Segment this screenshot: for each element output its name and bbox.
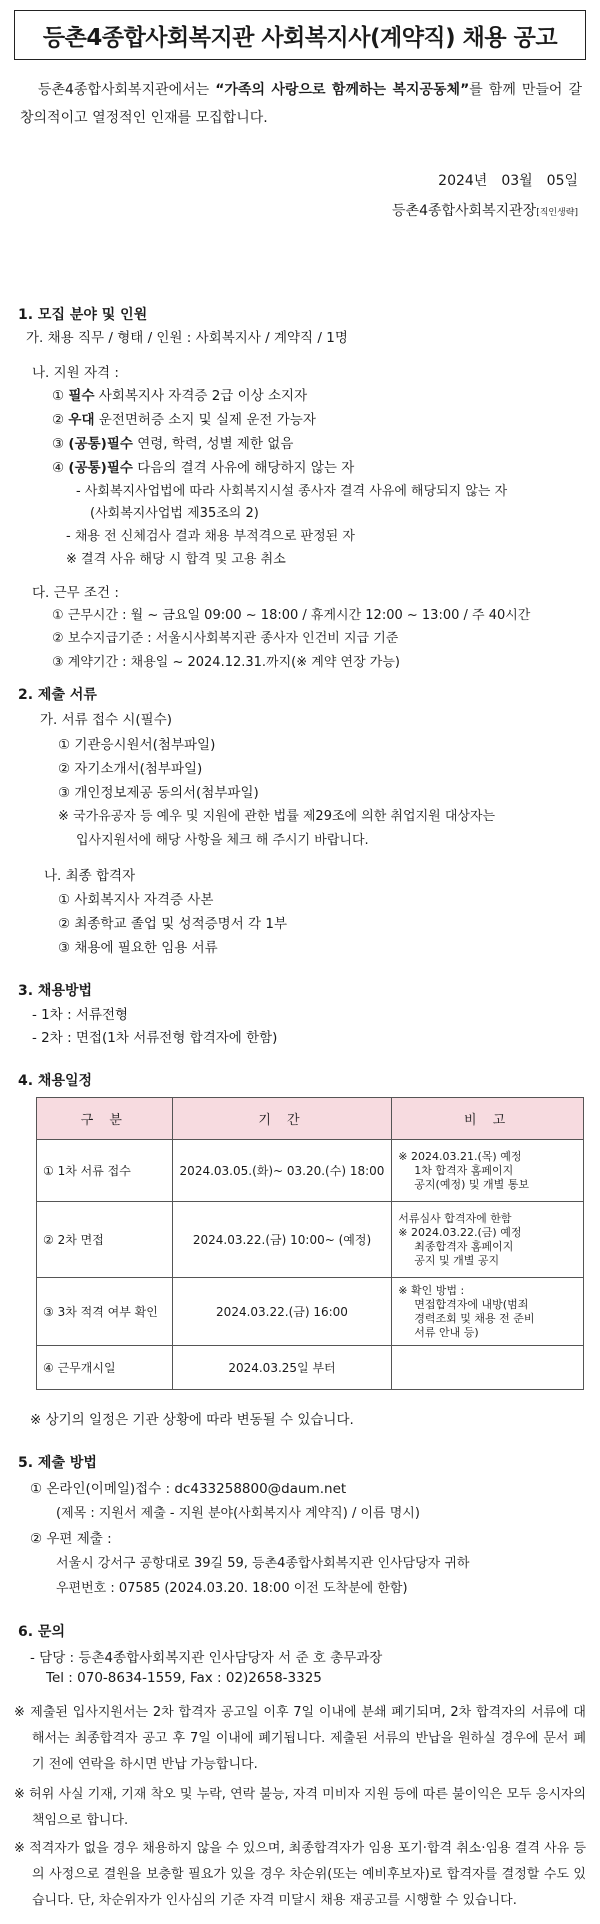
qual-4 [52, 456, 354, 476]
note-line: 서류심사 합격자에 한함 [398, 1211, 512, 1225]
sec3-heading: 3. 채용방법 [18, 983, 93, 999]
col-header-period: 기 간 [172, 1098, 392, 1140]
qual-1-num: ① [52, 388, 69, 404]
sec1-da: 다. 근무 조건 : [32, 585, 119, 601]
note-line: 경력조회 및 채용 전 준비 [414, 1311, 535, 1325]
qual-4-num: ④ [52, 460, 69, 476]
email-submit: ① 온라인(이메일)접수 : dc433258800@daum.net [30, 1481, 347, 1497]
doc-3: ③ 개인정보제공 동의서(첨부파일) [58, 785, 259, 801]
qual-4-sub1b: (사회복지사업법 제35조의 2) [90, 506, 259, 521]
signature-name: 등촌4종합사회복지관장 [392, 203, 537, 219]
sec1-heading: 1. 모집 분야 및 인원 [18, 307, 148, 323]
intro-paragraph [20, 76, 582, 132]
contact-person: - 담당 : 등촌4종합사회복지관 인사담당자 서 준 호 총무과장 [30, 1650, 383, 1666]
note-alternate: ※ 적격자가 없을 경우 채용하지 않을 수 있으며, 최종합격자가 임용 포기·합격 취소·임용 결격 사유 등의 사정으로 결원을 보충할 필요가 있을 경우 차순위(또는 예비후보자)로 합격자를 결정할 수도 있습니다. 단, 차순위자가 인사심의 기준 자격 미달시 채용 재공고를 시행할 수 있습니다. [14, 1841, 586, 1908]
period-cell: 2024.03.22.(금) 10:00~ (예정) [172, 1202, 392, 1278]
doc-1: ① 기관응시원서(첨부파일) [58, 737, 216, 753]
final-2: ② 최종학교 졸업 및 성적증명서 각 1부 [58, 916, 288, 932]
note-line: 서류 안내 등) [414, 1325, 479, 1339]
period-cell: 2024.03.25일 부터 [172, 1346, 392, 1390]
qual-1-tag: 필수 [68, 388, 95, 404]
note-cell [392, 1202, 584, 1278]
qual-4-sub1: - 사회복지사업법에 따라 사회복지시설 종사자 결격 사유에 해당되지 않는 자 [76, 484, 508, 499]
email-subject: (제목 : 지원서 제출 - 지원 분야(사회복지사 계약직) / 이름 명시) [56, 1506, 420, 1521]
sec4-heading: 4. 채용일정 [18, 1073, 93, 1089]
period-cell: 2024.03.22.(금) 16:00 [172, 1278, 392, 1346]
final-1: ① 사회복지사 자격증 사본 [58, 892, 214, 908]
sec2-heading: 2. 제출 서류 [18, 687, 97, 703]
stage-cell: ① 1차 서류 접수 [37, 1140, 173, 1202]
note-liability: ※ 허위 사실 기재, 기재 착오 및 누락, 연락 불능, 자격 미비자 지원 등에 따른 불이익은 모두 응시자의 책임으로 합니다. [14, 1787, 586, 1828]
note-cell [392, 1346, 584, 1390]
work-1: ① 근무시간 : 월 ~ 금요일 09:00 ~ 18:00 / 휴게시간 12:00 ~ 13:00 / 주 40시간 [52, 608, 531, 623]
method-2: - 2차 : 면접(1차 서류전형 합격자에 한함) [32, 1030, 278, 1046]
signature-seal: [직인생략] [536, 208, 578, 218]
page-title: 등촌4종합사회복지관 사회복지사(계약직) 채용 공고 [42, 24, 558, 51]
qual-2-num: ② [52, 412, 69, 428]
qual-3 [52, 432, 293, 452]
qual-2 [52, 408, 316, 428]
note-cell [392, 1140, 584, 1202]
table-row [37, 1202, 584, 1278]
sec6-heading: 6. 문의 [18, 1624, 65, 1640]
note-disposal: ※ 제출된 입사지원서는 2차 합격자 공고일 이후 7일 이내에 분쇄 폐기되며, 2차 합격자의 서류에 대해서는 최종합격자 공고 후 7일 이내에 폐기됩니다. 제출된 서류의 반납을 원하실 경우에 문서 폐기 전에 연락을 하시면 반납 가능합니다. [14, 1705, 586, 1772]
qual-2-text: 운전면허증 소지 및 실제 운전 가능자 [94, 412, 316, 428]
col-header-note: 비 고 [392, 1098, 584, 1140]
date-month: 03월 [501, 173, 533, 189]
schedule-footnote: ※ 상기의 일정은 기관 상황에 따라 변동될 수 있습니다. [30, 1412, 354, 1428]
schedule-table [36, 1097, 584, 1390]
sec5-heading: 5. 제출 방법 [18, 1455, 97, 1471]
table-row [37, 1278, 584, 1346]
mail-postcode: 우편번호 : 07585 (2024.03.20. 18:00 이전 도착분에 한함) [56, 1581, 408, 1596]
qual-1 [52, 384, 307, 404]
qual-3-tag: (공통)필수 [68, 436, 133, 452]
qual-3-num: ③ [52, 436, 69, 452]
table-row [37, 1346, 584, 1390]
work-2: ② 보수지급기준 : 서울시사회복지관 종사자 인건비 지급 기준 [52, 631, 399, 646]
sec1-na: 나. 지원 자격 : [32, 365, 119, 381]
doc-4b: 입사지원서에 해당 사항을 체크 해 주시기 바랍니다. [76, 833, 369, 848]
date-day: 05일 [546, 173, 578, 189]
sec2-na: 나. 최종 합격자 [44, 868, 136, 884]
note-line: 공지(예정) 및 개별 통보 [414, 1177, 530, 1191]
doc-2: ② 자기소개서(첨부파일) [58, 761, 203, 777]
mail-address: 서울시 강서구 공항대로 39길 59, 등촌4종합사회복지관 인사담당자 귀하 [56, 1556, 470, 1571]
intro-motto: “가족의 사랑으로 함께하는 복지공동체” [215, 82, 470, 98]
signature [392, 200, 578, 220]
mail-submit: ② 우편 제출 : [30, 1531, 112, 1547]
method-1: - 1차 : 서류전형 [32, 1007, 129, 1023]
intro-before: 등촌4종합사회복지관에서는 [38, 82, 216, 98]
intro-after: 를 함께 만들어 갈 창의적이고 열정적인 인재를 모집합니다. [20, 82, 582, 126]
qual-3-text: 연령, 학력, 성별 제한 없음 [132, 436, 294, 452]
final-3: ③ 채용에 필요한 임용 서류 [58, 940, 218, 956]
qual-4-text: 다음의 결격 사유에 해당하지 않는 자 [132, 460, 355, 476]
notice-date [424, 170, 578, 190]
work-3: ③ 계약기간 : 채용일 ~ 2024.12.31.까지(※ 계약 연장 가능) [52, 655, 400, 670]
qual-1-text: 사회복지사 자격증 2급 이상 소지자 [94, 388, 308, 404]
note-line: 최종합격자 홈페이지 [414, 1239, 514, 1253]
table-row [37, 1140, 584, 1202]
qual-4-tag: (공통)필수 [68, 460, 133, 476]
note-cell [392, 1278, 584, 1346]
note-line: ※ 2024.03.22.(금) 예정 [398, 1225, 522, 1239]
date-year: 2024년 [438, 173, 488, 189]
table-header-row [37, 1098, 584, 1140]
stage-cell: ④ 근무개시일 [37, 1346, 173, 1390]
col-header-stage: 구 분 [37, 1098, 173, 1140]
sec2-ga: 가. 서류 접수 시(필수) [40, 712, 173, 728]
stage-cell: ② 2차 면접 [37, 1202, 173, 1278]
title-box [14, 10, 586, 60]
note-line: 1차 합격자 홈페이지 [414, 1163, 514, 1177]
note-line: ※ 확인 방법 : [398, 1283, 465, 1297]
qual-4-sub2: - 채용 전 신체검사 결과 채용 부적격으로 판정된 자 [66, 529, 355, 544]
qual-4-sub3: ※ 결격 사유 해당 시 합격 및 고용 취소 [66, 552, 286, 567]
note-line: 면접합격자에 내방(범죄 [414, 1297, 529, 1311]
qual-2-tag: 우대 [68, 412, 95, 428]
period-cell: 2024.03.05.(화)~ 03.20.(수) 18:00 [172, 1140, 392, 1202]
note-line: ※ 2024.03.21.(목) 예정 [398, 1149, 522, 1163]
stage-cell: ③ 3차 적격 여부 확인 [37, 1278, 173, 1346]
doc-4: ※ 국가유공자 등 예우 및 지원에 관한 법률 제29조에 의한 취업지원 대상자는 [58, 809, 496, 824]
contact-phone: Tel : 070-8634-1559, Fax : 02)2658-3325 [46, 1670, 322, 1686]
sec1-ga: 가. 채용 직무 / 형태 / 인원 : 사회복지사 / 계약직 / 1명 [26, 330, 348, 346]
note-line: 공지 및 개별 공지 [414, 1253, 500, 1267]
